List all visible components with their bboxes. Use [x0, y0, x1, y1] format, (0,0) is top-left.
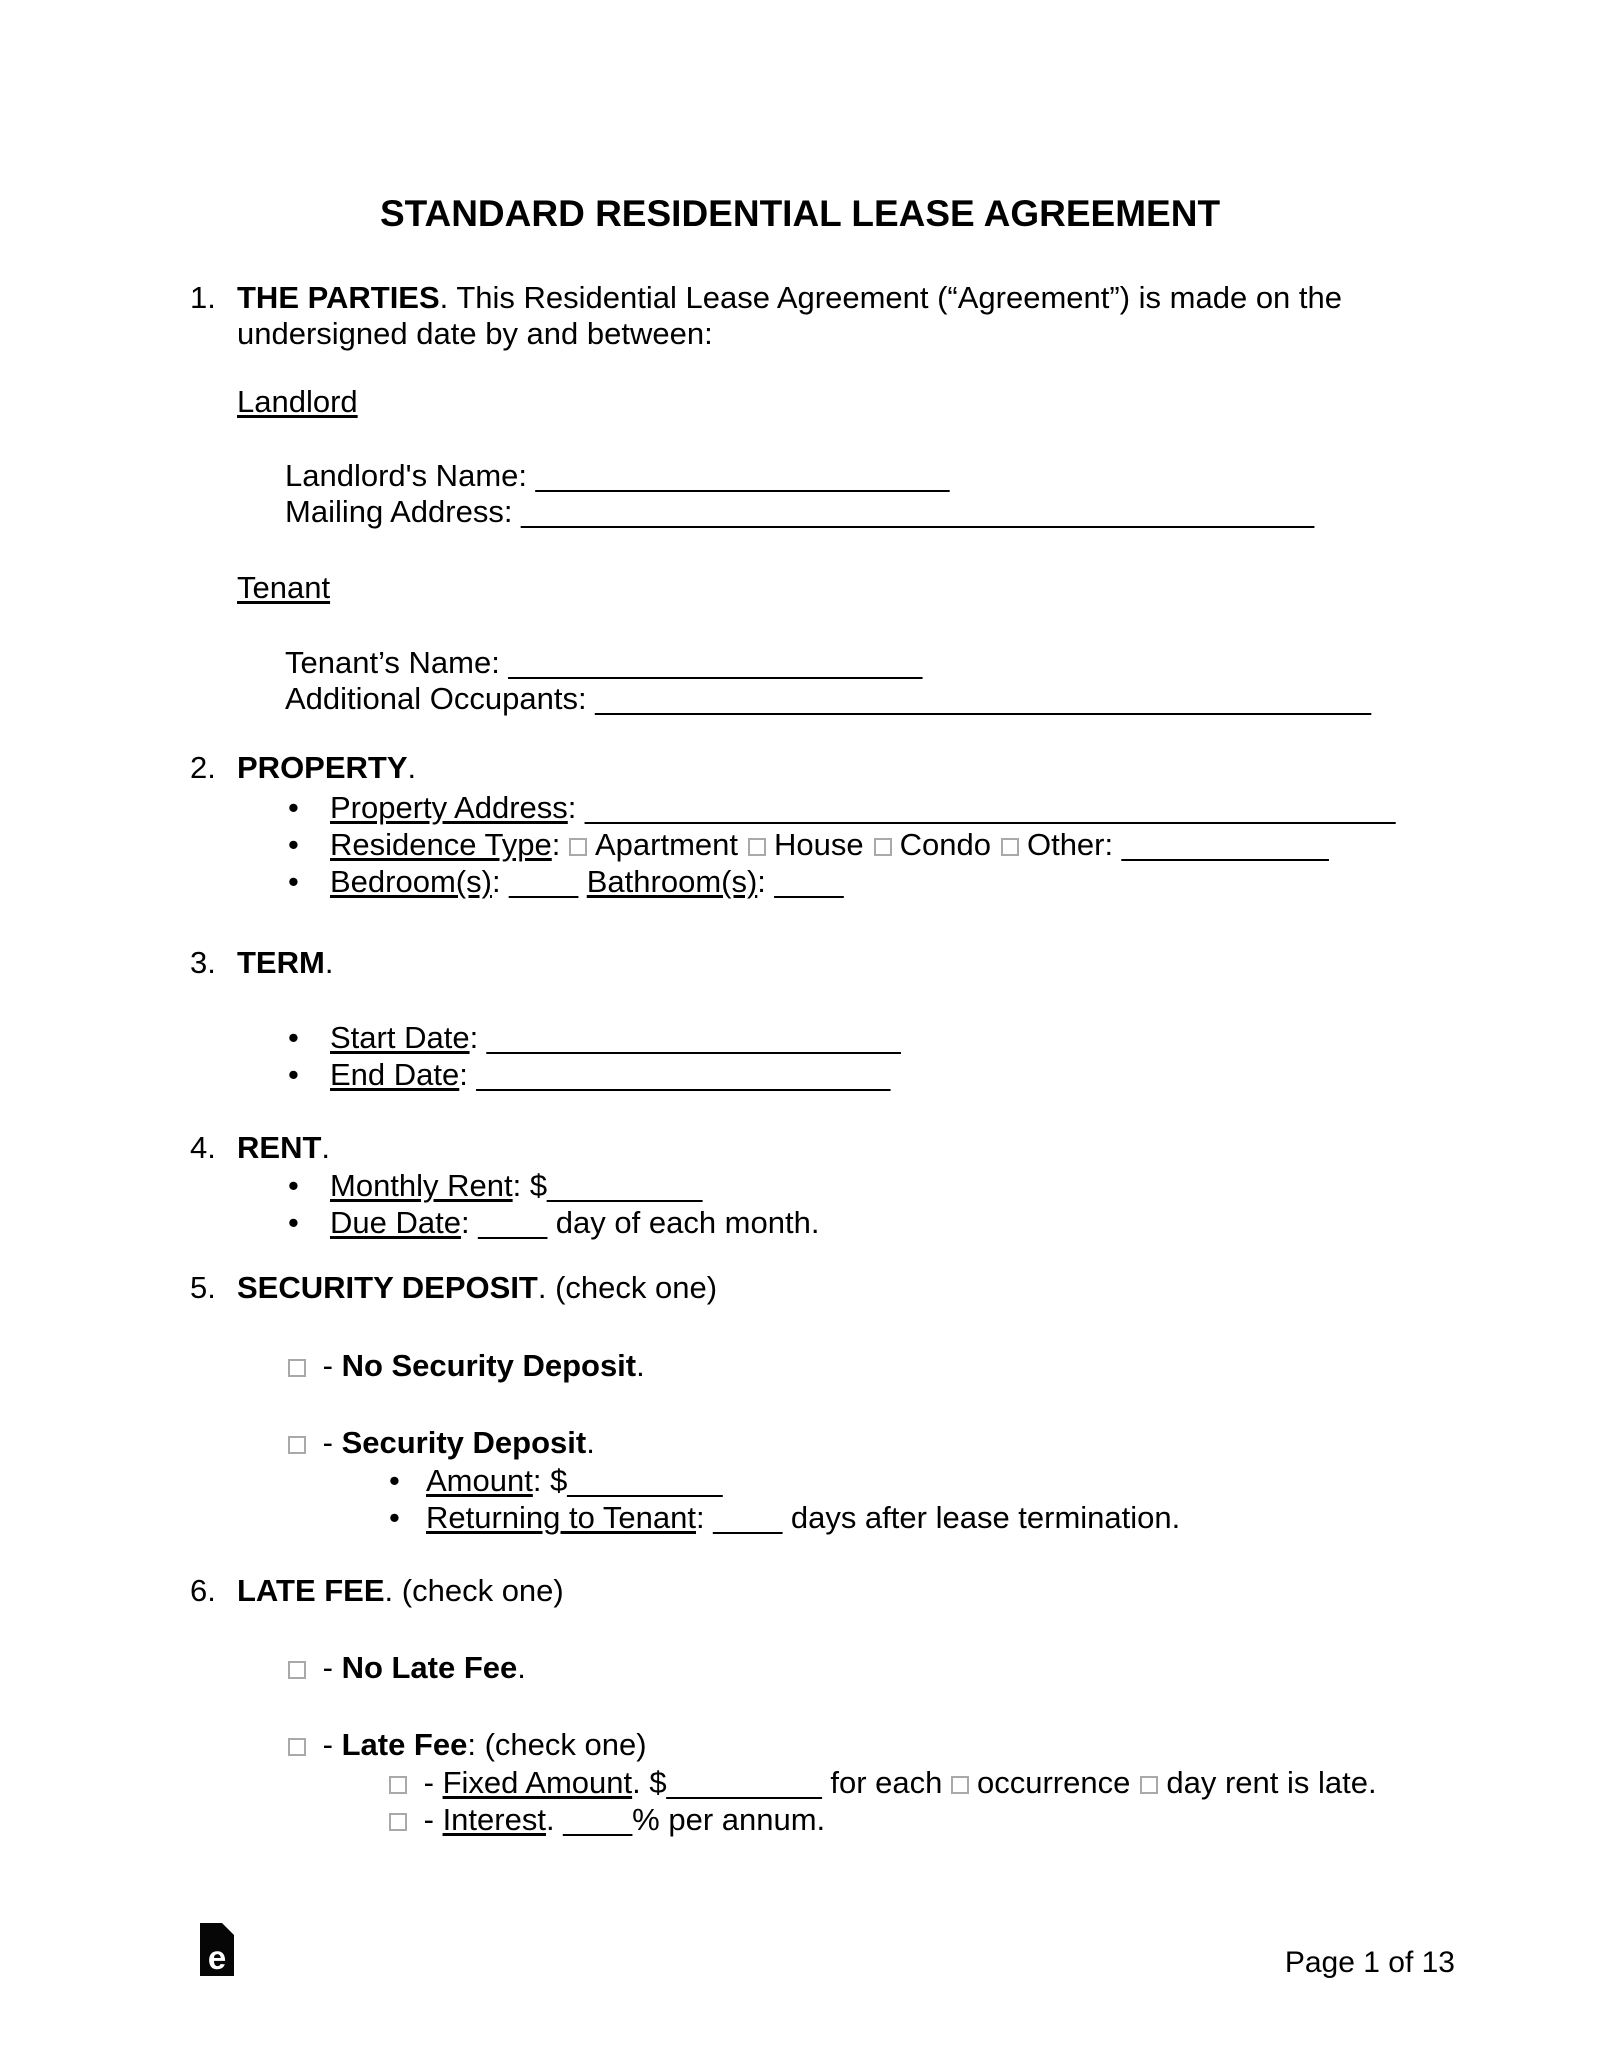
section-latefee-heading: LATE FEE — [237, 1573, 385, 1608]
deposit-amount-label: Amount — [426, 1463, 533, 1498]
section-property-heading-row — [190, 750, 1600, 786]
label-separator: . — [545, 1802, 564, 1837]
bedroom-label: Bedroom(s) — [330, 864, 492, 899]
checkbox-late-fee[interactable] — [288, 1738, 306, 1756]
mailing-address-line[interactable]: ______________________________________________ — [512, 494, 1315, 529]
deposit-amount-line[interactable]: _________ — [567, 1463, 723, 1498]
section-term-heading: TERM — [237, 945, 325, 980]
security-deposit-label: Security Deposit — [341, 1425, 587, 1460]
period: . — [586, 1425, 595, 1460]
fixed-amount-line[interactable]: _________ — [666, 1765, 822, 1800]
bullet-icon: • — [288, 1168, 299, 1203]
property-address-line[interactable]: _______________________________________________ — [585, 790, 1396, 825]
no-security-deposit-label: No Security Deposit — [341, 1348, 637, 1383]
no-security-deposit-row — [288, 1348, 1600, 1384]
section-parties-text — [237, 280, 1417, 352]
no-late-fee-label: No Late Fee — [341, 1650, 518, 1685]
dash: - — [314, 1425, 342, 1460]
late-fee-label: Late Fee — [341, 1727, 468, 1762]
security-deposit-row — [288, 1425, 1600, 1461]
occurrence-label: occurrence — [977, 1765, 1131, 1800]
additional-occupants-label: Additional Occupants: — [285, 681, 587, 716]
start-date-row — [288, 1020, 1600, 1056]
section-rent-heading-row — [190, 1130, 1600, 1166]
bathroom-label: Bathroom(s) — [586, 864, 758, 899]
section-latefee-heading-row — [190, 1573, 1600, 1609]
property-address-row — [288, 790, 1600, 826]
label-separator: : — [491, 864, 510, 899]
page-fold-icon — [222, 1923, 234, 1935]
option-apartment-label: Apartment — [594, 827, 738, 862]
returning-to-tenant-line[interactable]: ____ — [713, 1500, 783, 1535]
monthly-rent-label: Monthly Rent — [330, 1168, 513, 1203]
interest-line[interactable]: ____ — [563, 1802, 633, 1837]
option-other-label: Other: — [1026, 827, 1114, 862]
dash: - — [314, 1650, 342, 1685]
landlord-name-line[interactable]: ________________________ — [527, 458, 950, 493]
label-separator: : — [567, 790, 586, 825]
end-date-label: End Date — [330, 1057, 460, 1092]
section-deposit-checkone: . (check one) — [537, 1270, 718, 1305]
bullet-icon: • — [288, 827, 299, 862]
landlord-name-row — [285, 458, 1600, 494]
bullet-icon: • — [288, 790, 299, 825]
label-separator: . $ — [632, 1765, 667, 1800]
eforms-logo — [200, 1923, 234, 1976]
section-number: 1. — [190, 280, 216, 315]
eforms-logo-letter: e — [207, 1939, 227, 1976]
fixed-amount-label: Fixed Amount — [442, 1765, 633, 1800]
checkbox-condo[interactable] — [874, 838, 892, 856]
checkbox-occurrence[interactable] — [951, 1776, 969, 1794]
section-number: 3. — [190, 945, 216, 980]
no-late-fee-row — [288, 1650, 1600, 1686]
bullet-icon: • — [389, 1463, 400, 1498]
landlord-heading-row — [237, 384, 1600, 420]
tenant-name-label: Tenant’s Name: — [285, 645, 500, 680]
bathroom-line[interactable]: ____ — [774, 864, 844, 899]
page-number: Page 1 of 13 — [1284, 1946, 1455, 1979]
tenant-name-row — [285, 645, 1600, 681]
additional-occupants-line[interactable]: _____________________________________________ — [586, 681, 1372, 716]
label-separator: : — [551, 827, 569, 862]
residence-type-label: Residence Type — [330, 827, 552, 862]
dash: - — [415, 1802, 443, 1837]
checkbox-no-late-fee[interactable] — [288, 1661, 306, 1679]
bullet-icon: • — [389, 1500, 400, 1535]
due-date-suffix: day of each month. — [547, 1205, 820, 1240]
tenant-heading: Tenant — [237, 570, 331, 605]
section-number: 4. — [190, 1130, 216, 1165]
period: . — [636, 1348, 645, 1383]
page-title: STANDARD RESIDENTIAL LEASE AGREEMENT — [379, 193, 1221, 234]
section-number: 6. — [190, 1573, 216, 1608]
tenant-heading-row — [237, 570, 1600, 606]
residence-type-row — [288, 827, 1600, 863]
checkbox-interest[interactable] — [389, 1813, 407, 1831]
monthly-rent-row — [288, 1168, 1600, 1204]
fixed-amount-row — [389, 1765, 1600, 1801]
checkbox-house[interactable] — [748, 838, 766, 856]
fixed-amount-mid: for each — [821, 1765, 951, 1800]
section-parties-body: . This Residential Lease Agreement (“Agreement”) is made on the undersigned date by and between: — [237, 280, 1343, 351]
dash: - — [314, 1348, 342, 1383]
returning-to-tenant-label: Returning to Tenant — [426, 1500, 697, 1535]
interest-label: Interest — [442, 1802, 546, 1837]
late-fee-checkone: : (check one) — [467, 1727, 647, 1762]
section-deposit-heading: SECURITY DEPOSIT — [237, 1270, 538, 1305]
start-date-label: Start Date — [330, 1020, 470, 1055]
label-separator: : $ — [512, 1168, 548, 1203]
end-date-row — [288, 1057, 1600, 1093]
section-latefee-checkone: . (check one) — [384, 1573, 564, 1608]
section-deposit-heading-row — [190, 1270, 1600, 1306]
late-fee-row — [288, 1727, 1600, 1763]
day-rent-late-label: day rent is late. — [1166, 1765, 1377, 1800]
label-separator: : — [696, 1500, 714, 1535]
section-property-heading: PROPERTY — [237, 750, 408, 785]
section-term-heading-row — [190, 945, 1600, 981]
section-term-period: . — [324, 945, 334, 980]
bedroom-line[interactable]: ____ — [509, 864, 587, 899]
label-separator: : $ — [532, 1463, 568, 1498]
section-number: 5. — [190, 1270, 216, 1305]
interest-row — [389, 1802, 1600, 1838]
other-line[interactable]: ____________ — [1113, 827, 1329, 862]
option-house-label: House — [774, 827, 864, 862]
section-property-period: . — [407, 750, 417, 785]
section-number: 2. — [190, 750, 216, 785]
label-separator: : — [459, 1057, 477, 1092]
bullet-icon: • — [288, 1020, 299, 1055]
rooms-row — [288, 864, 1600, 900]
checkbox-fixed-amount[interactable] — [389, 1776, 407, 1794]
due-date-row — [288, 1205, 1600, 1241]
additional-occupants-row — [285, 681, 1600, 717]
tenant-name-line[interactable]: ________________________ — [499, 645, 923, 680]
due-date-label: Due Date — [330, 1205, 461, 1240]
checkbox-apartment[interactable] — [569, 838, 587, 856]
checkbox-no-security-deposit[interactable] — [288, 1359, 306, 1377]
option-condo-label: Condo — [899, 827, 991, 862]
dash: - — [314, 1727, 342, 1762]
property-address-label: Property Address — [330, 790, 568, 825]
section-parties — [190, 280, 1600, 352]
mailing-address-row — [285, 494, 1600, 530]
returning-to-tenant-row — [389, 1500, 1600, 1536]
due-date-line[interactable]: ____ — [478, 1205, 548, 1240]
label-separator: : — [757, 864, 775, 899]
label-separator: : — [469, 1020, 487, 1055]
period: . — [517, 1650, 526, 1685]
bullet-icon: • — [288, 1057, 299, 1092]
end-date-line[interactable]: ________________________ — [476, 1057, 891, 1092]
mailing-address-label: Mailing Address: — [285, 494, 513, 529]
section-rent-heading: RENT — [237, 1130, 322, 1165]
dash: - — [415, 1765, 443, 1800]
bullet-icon: • — [288, 1205, 299, 1240]
returning-to-tenant-suffix: days after lease termination. — [782, 1500, 1181, 1535]
deposit-amount-row — [389, 1463, 1600, 1499]
bullet-icon: • — [288, 864, 299, 899]
checkbox-other[interactable] — [1001, 838, 1019, 856]
checkbox-security-deposit[interactable] — [288, 1436, 306, 1454]
section-rent-period: . — [321, 1130, 331, 1165]
checkbox-day-rent-late[interactable] — [1140, 1776, 1158, 1794]
landlord-heading: Landlord — [237, 384, 358, 419]
start-date-line[interactable]: ________________________ — [486, 1020, 901, 1055]
monthly-rent-line[interactable]: _________ — [547, 1168, 703, 1203]
interest-suffix: % per annum. — [632, 1802, 826, 1837]
section-parties-heading: THE PARTIES — [237, 280, 440, 315]
label-separator: : — [460, 1205, 479, 1240]
landlord-name-label: Landlord's Name: — [285, 458, 527, 493]
